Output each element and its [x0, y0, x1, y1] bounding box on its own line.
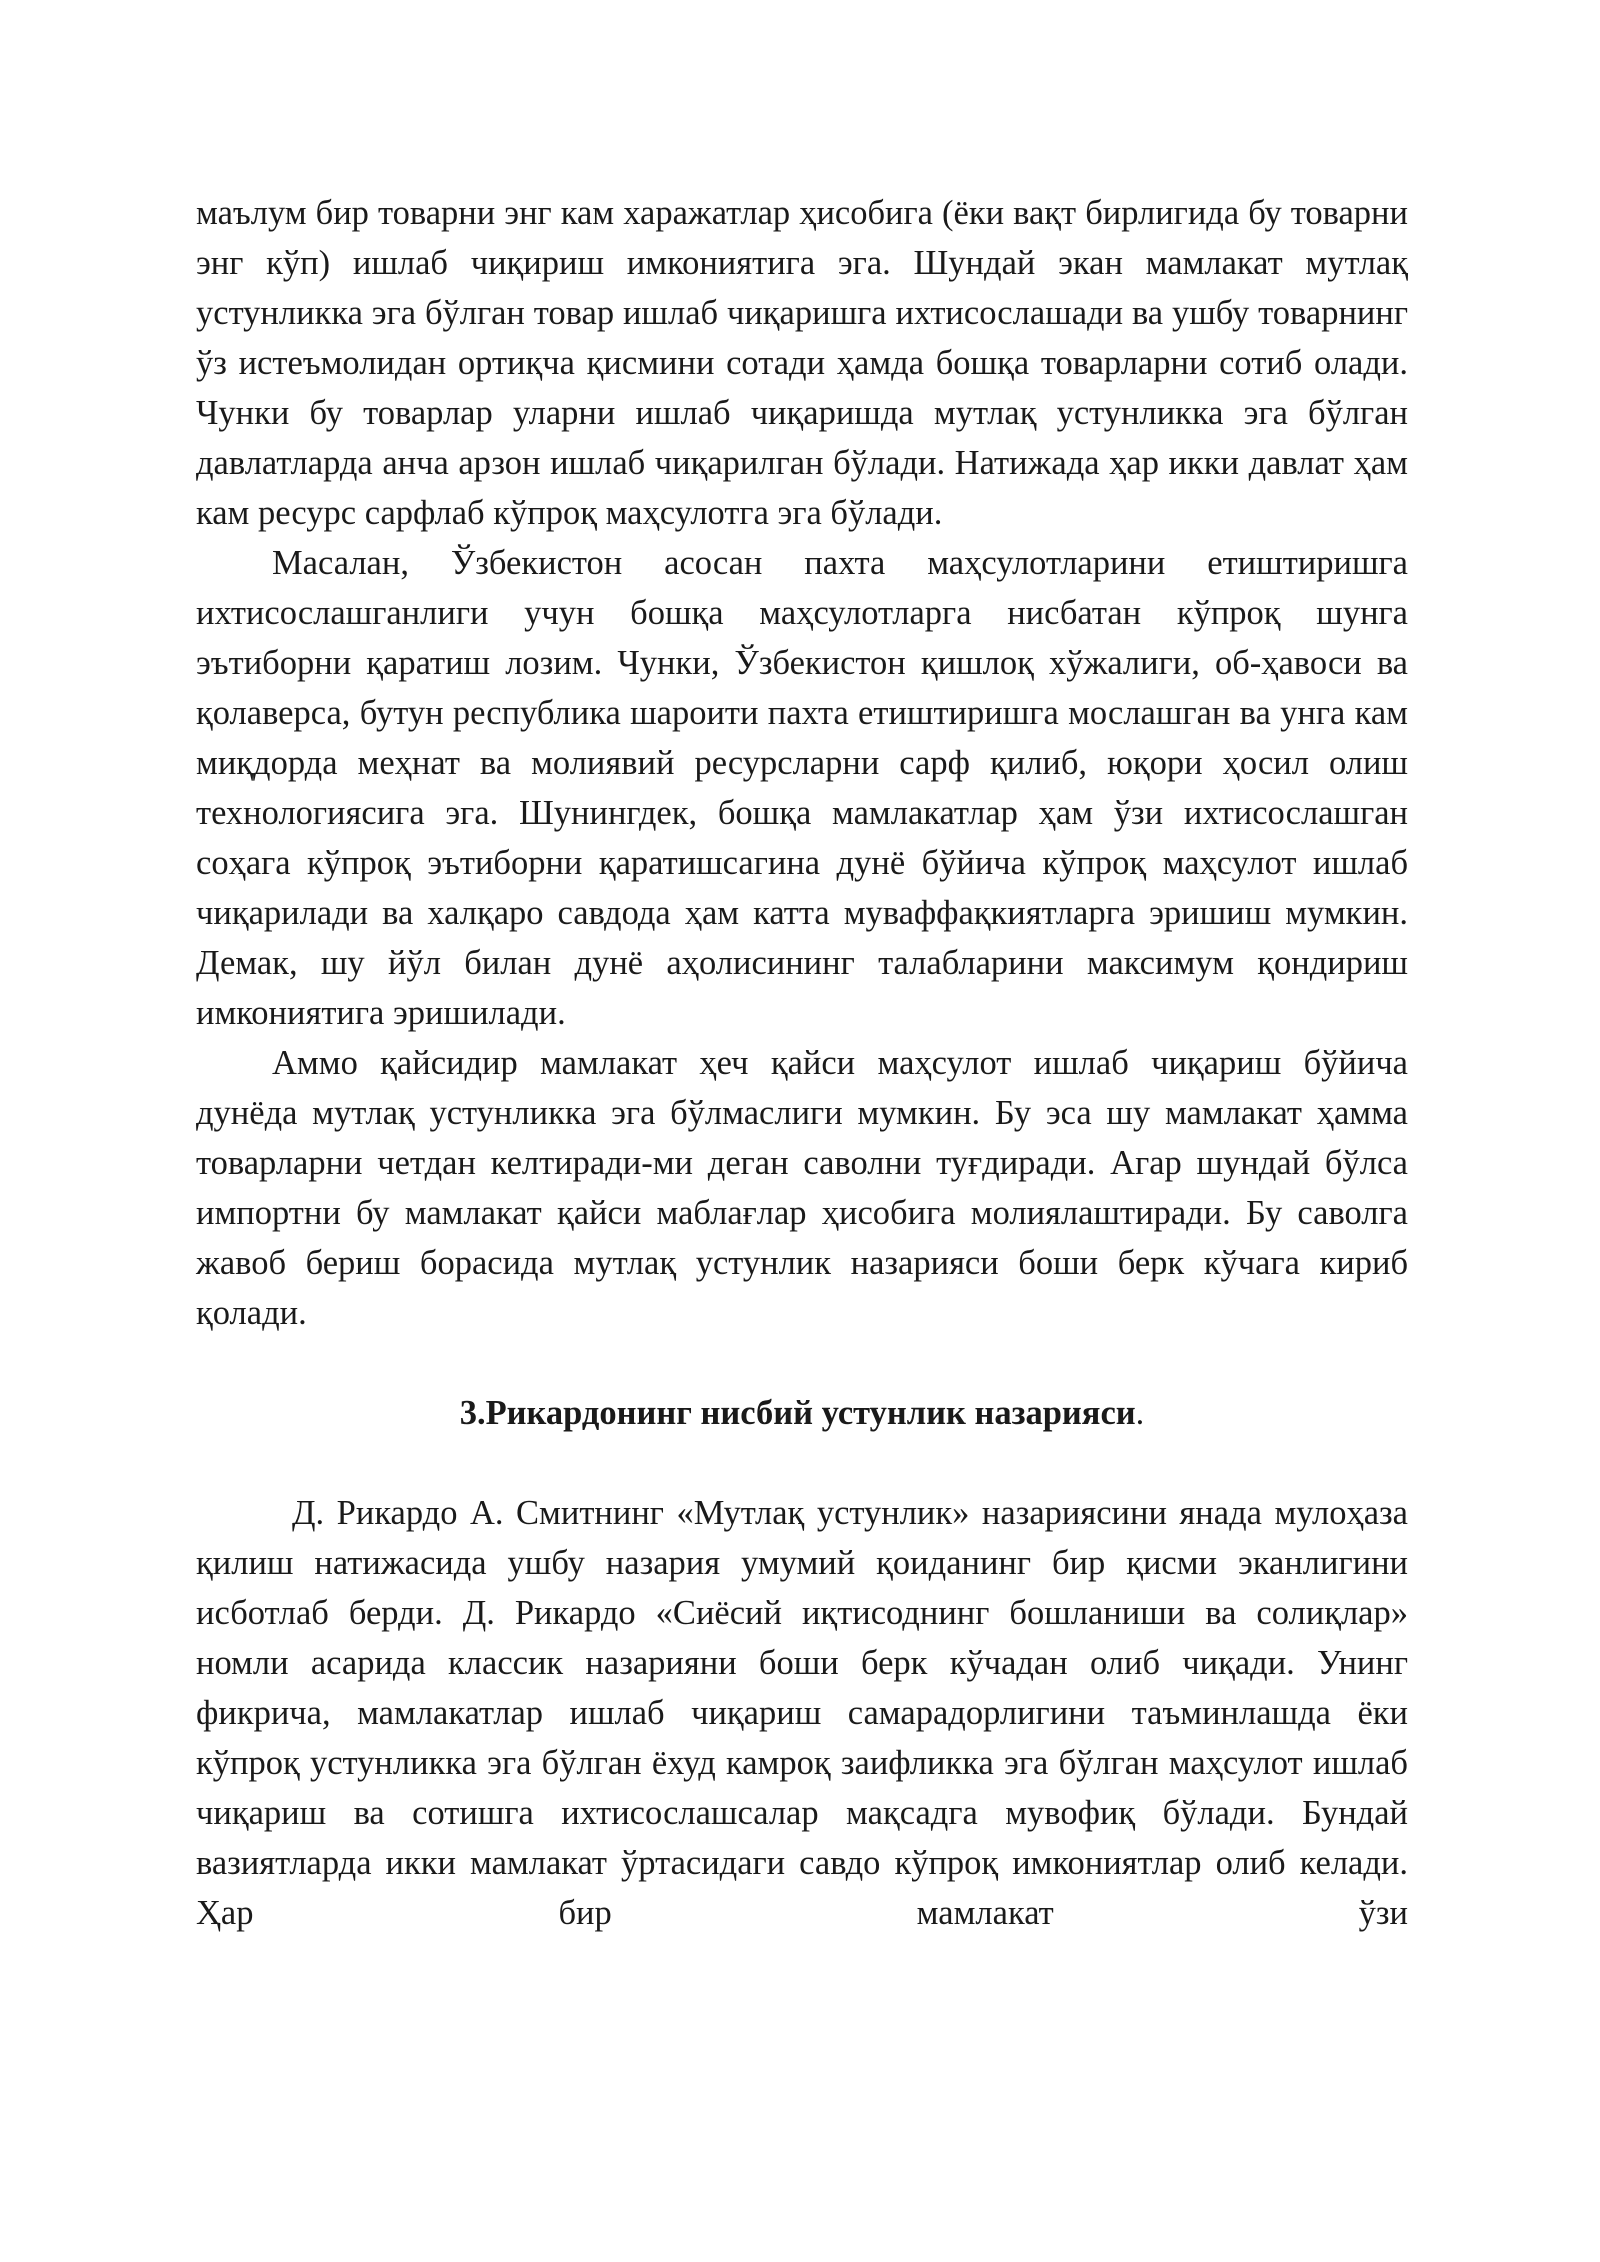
section-heading-text: 3.Рикардонинг нисбий устунлик назарияси	[459, 1394, 1136, 1432]
paragraph-3: Аммо қайсидир мамлакат ҳеч қайси маҳсулот ишлаб чиқариш бўйича дунёда мутлақ устунликка эга бўлмаслиги мумкин. Бу эса шу мамлакат ҳамма товарларни четдан келтиради-ми деган саволни туғдиради. Агар шундай бўлса импортни бу мамлакат қайси маблағлар ҳисобига молиялаштиради. Бу саволга жавоб бериш борасида мутлақ устунлик назарияси боши берк кўчага кириб қолади.	[196, 1044, 1408, 1332]
section-heading	[196, 1388, 1408, 1438]
paragraph-1: маълум бир товарни энг кам харажатлар ҳисобига (ёки вақт бирлигида бу товарни энг кўп) ишлаб чиқириш имкониятига эга. Шундай экан мамлакат мутлақ устунликка эга бўлган товар ишлаб чиқаришга ихтисослашади ва ушбу товарнинг ўз истеъмолидан ортиқча қисмини сотади ҳамда бошқа товарларни сотиб олади. Чунки бу товарлар уларни ишлаб чиқаришда мутлақ устунликка эга бўлган давлатларда анча арзон ишлаб чиқарилган бўлади. Натижада ҳар икки давлат ҳам кам ресурс сарфлаб кўпроқ маҳсулотга эга бўлади.	[196, 194, 1408, 532]
paragraph-2: Масалан, Ўзбекистон асосан пахта маҳсулотларини етиштиришга ихтисослашганлиги учун бошқа маҳсулотларга нисбатан кўпроқ шунга эътиборни қаратиш лозим. Чунки, Ўзбекистон қишлоқ хўжалиги, об-ҳавоси ва қолаверса, бутун республика шароити пахта етиштиришга мослашган ва унга кам миқдорда меҳнат ва молиявий ресурсларни сарф қилиб, юқори ҳосил олиш технологиясига эга. Шунингдек, бошқа мамлакатлар ҳам ўзи ихтисослашган соҳага кўпроқ эътиборни қаратишсагина дунё бўйича кўпроқ маҳсулот ишлаб чиқарилади ва халқаро савдода ҳам катта муваффақкиятларга эришиш мумкин. Демак, шу йўл билан дунё аҳолисининг талабларини максимум қондириш имкониятига эришилади.	[196, 544, 1408, 1032]
section-heading-dot: .	[1135, 1394, 1145, 1432]
paragraph-4: Д. Рикардо А. Смитнинг «Мутлақ устунлик» назариясини янада мулоҳаза қилиш натижасида ушбу назария умумий қоиданинг бир қисми эканлигини исботлаб берди. Д. Рикардо «Сиёсий иқтисоднинг бошланиши ва солиқлар» номли асарида классик назарияни боши берк кўчадан олиб чиқади. Унинг фикрича, мамлакатлар ишлаб чиқариш самарадорлигини таъминлашда ёки кўпроқ устунликка эга бўлган ёхуд камроқ заифликка эга бўлган маҳсулот ишлаб чиқариш ва сотишга ихтисослашсалар мақсадга мувофиқ бўлади. Бундай вазиятларда икки мамлакат ўртасидаги савдо кўпроқ имкониятлар олиб келади. Ҳар бир мамлакат ўзи	[196, 1494, 1408, 1932]
document-body	[196, 188, 1408, 1938]
